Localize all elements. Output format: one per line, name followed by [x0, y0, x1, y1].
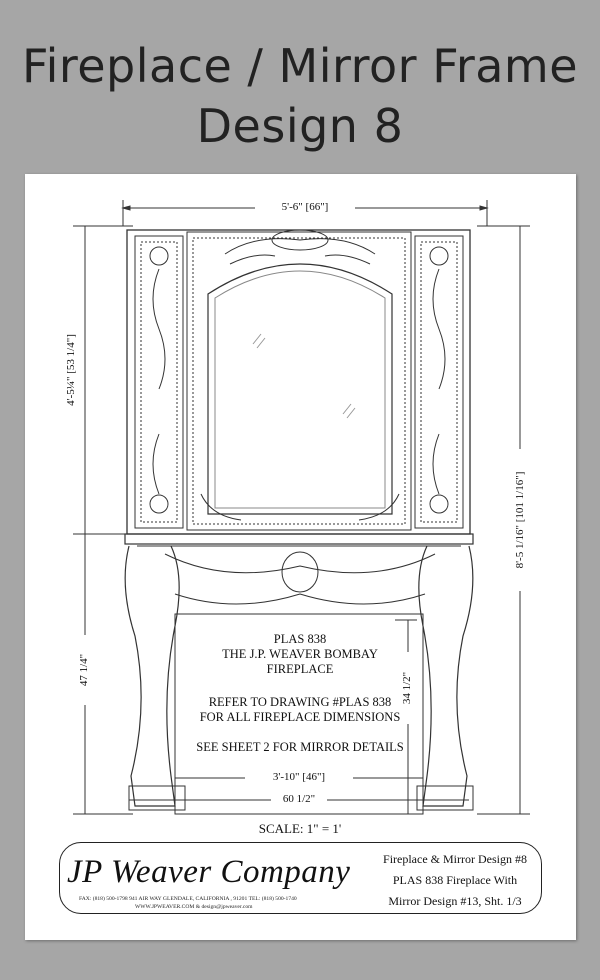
dim-total-height: 8'-5 1/16" [101 1/16"] [514, 449, 526, 591]
title-info-line-3: Mirror Design #13, Sht. 1/3 [388, 894, 522, 908]
page-title-line-2: Design 8 [196, 99, 404, 153]
left-leg [125, 546, 179, 806]
drawing-scale: SCALE: 1" = 1' [258, 821, 342, 836]
mirror-frame-outer [127, 230, 470, 534]
note-plas-number: PLAS 838 [273, 632, 327, 646]
dim-mirror-height: 4'-5¼" [53 1/4"] [65, 310, 77, 430]
drawing-sheet [25, 174, 576, 940]
mirror-glass [208, 264, 392, 514]
contact-line-1: FAX: (818) 500-1798 941 AIR WAY GLENDALE, CALIFORNIA , 91201 TEL: (818) 500-1740 [79, 896, 297, 902]
dim-opening-height: 34 1/2" [401, 652, 413, 724]
dim-base-width: 60 1/2" [271, 793, 327, 805]
mantel-shelf [125, 534, 473, 544]
note-product-name: THE J.P. WEAVER BOMBAY [222, 647, 378, 661]
note-mirror-details: SEE SHEET 2 FOR MIRROR DETAILS [196, 740, 404, 754]
company-logo: JP Weaver Company [67, 854, 351, 890]
title-info-line-1: Fireplace & Mirror Design #8 [383, 852, 527, 866]
note-product-type: FIREPLACE [266, 662, 334, 676]
dim-top-width: 5'-6" [66"] [255, 201, 355, 213]
contact-line-2: WWW.JPWEAVER.COM & design@jpweaver.com [135, 904, 253, 910]
dim-opening-width: 3'-10" [46"] [245, 771, 353, 783]
note-refer: REFER TO DRAWING #PLAS 838 [208, 695, 392, 709]
right-leg [419, 546, 473, 806]
title-info-line-2: PLAS 838 Fireplace With [392, 873, 518, 887]
dim-fireplace-height: 47 1/4" [78, 635, 90, 705]
page-title-line-1: Fireplace / Mirror Frame [21, 39, 579, 93]
note-dimensions: FOR ALL FIREPLACE DIMENSIONS [199, 710, 401, 724]
